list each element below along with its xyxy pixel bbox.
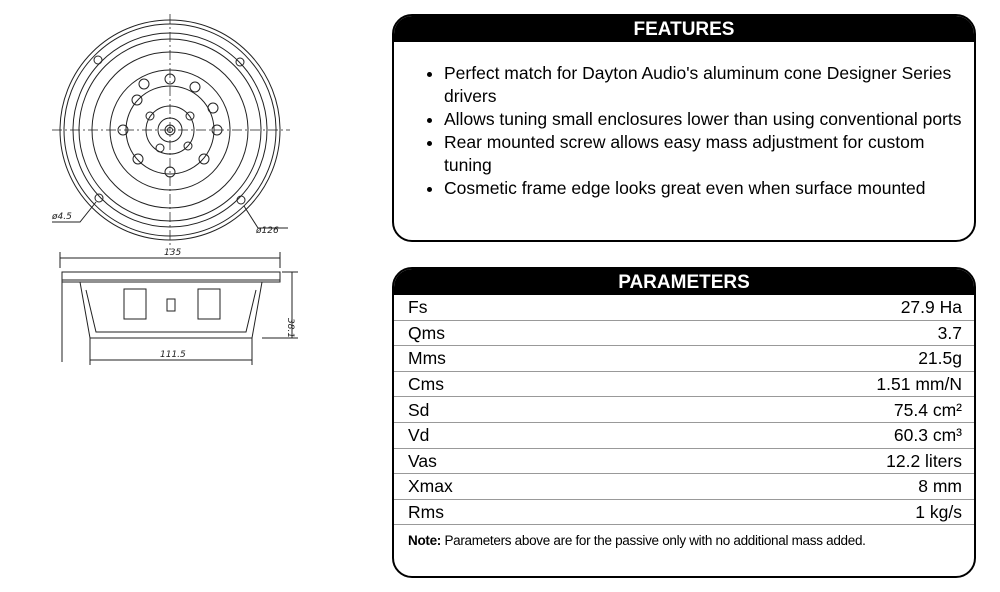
param-name: Sd: [394, 397, 619, 423]
note-text: Parameters above are for the passive only with no additional mass added.: [444, 533, 866, 549]
parameters-table: [394, 295, 974, 525]
param-value: 3.7: [619, 320, 974, 346]
table-row: [394, 371, 974, 397]
parameters-title: PARAMETERS: [394, 269, 974, 295]
features-list: [394, 62, 974, 200]
table-row: [394, 448, 974, 474]
parameters-note: [394, 525, 974, 548]
features-title: FEATURES: [394, 16, 974, 42]
dim-bolt-circle-label: ø126: [256, 226, 279, 236]
param-value: 21.5g: [619, 346, 974, 372]
param-value: 75.4 cm²: [619, 397, 974, 423]
features-panel: [392, 14, 976, 242]
param-value: 1.51 mm/N: [619, 371, 974, 397]
feature-item: • Rear mounted screw allows easy mass adjustment for custom tuning: [444, 131, 964, 177]
dim-height-label: 38.1: [285, 318, 295, 339]
param-value: 12.2 liters: [619, 448, 974, 474]
param-name: Xmax: [394, 474, 619, 500]
table-row: [394, 295, 974, 320]
table-row: [394, 346, 974, 372]
param-name: Fs: [394, 295, 619, 320]
note-label: Note:: [408, 533, 441, 549]
feature-item: • Allows tuning small enclosures lower than using conventional ports: [444, 108, 964, 131]
param-name: Qms: [394, 320, 619, 346]
table-row: [394, 320, 974, 346]
dim-width-label: 135: [164, 248, 182, 258]
table-row: [394, 474, 974, 500]
feature-item: • Cosmetic frame edge looks great even when surface mounted: [444, 177, 964, 200]
feature-item: • Perfect match for Dayton Audio's aluminum cone Designer Series drivers: [444, 62, 964, 108]
param-name: Cms: [394, 371, 619, 397]
table-row: [394, 397, 974, 423]
param-name: Mms: [394, 346, 619, 372]
dim-hole-label: ø4.5: [52, 212, 72, 222]
param-value: 60.3 cm³: [619, 422, 974, 448]
param-name: Vas: [394, 448, 619, 474]
dim-bottom-label: 111.5: [160, 350, 186, 360]
param-value: 27.9 Ha: [619, 295, 974, 320]
param-value: 8 mm: [619, 474, 974, 500]
technical-drawing: [0, 0, 380, 592]
table-row: [394, 499, 974, 525]
param-name: Vd: [394, 422, 619, 448]
param-value: 1 kg/s: [619, 499, 974, 525]
parameters-panel: [392, 267, 976, 578]
table-row: [394, 422, 974, 448]
param-name: Rms: [394, 499, 619, 525]
